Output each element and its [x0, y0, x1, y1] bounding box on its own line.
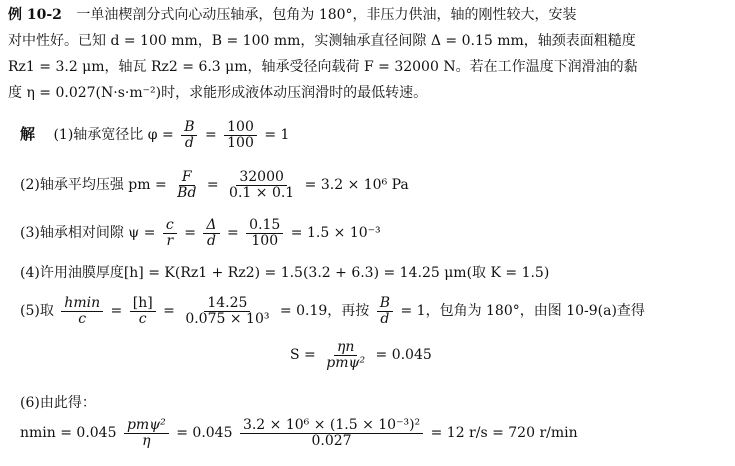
fraction: $\frac{\text{3.2 × 10⁶ × (1.5 × 10⁻³)²}}{0.027}$	[240, 418, 423, 448]
fraction: $\frac{32000}{0.1 \times 0.1}$	[229, 169, 295, 201]
fraction: $\frac{\Delta}{d}$	[203, 218, 219, 248]
fraction: $\frac{c}{r}$	[163, 218, 177, 248]
solution-step-5-s-value: S = $\frac{\eta n}{\text{pmψ²}}$ = 0.045	[290, 339, 432, 371]
solution-step-6-formula: nmin = 0.045 $\frac{\text{pmψ²}}{\eta}$ = 0.045 $\frac{\text{3.2 × 10⁶ × (1.5 × 10⁻³)²}}{0.027}$ = 12 r/s = 720 r/min	[20, 417, 578, 449]
fraction: $\frac{[h]}{c}$	[130, 296, 156, 326]
problem-line-3: Rz1 = 3.2 μm，轴瓦 Rz2 = 6.3 μm，轴承受径向载荷 F = 32000 N。若在工作温度下润滑油的黏	[8, 59, 638, 75]
solution-label: 解	[20, 125, 36, 144]
fraction: $\frac{0.15}{100}$	[246, 218, 283, 248]
solution-step-3: (3)轴承相对间隙 ψ = $\frac{c}{r}$ = $\frac{\Delta}{d}$ = $\frac{0.15}{100}$ = 1.5 × 10⁻³	[20, 217, 381, 249]
fraction: $\frac{\text{pmψ²}}{\eta}$	[124, 418, 169, 448]
problem-line-2: 对中性好。已知 d = 100 mm，B = 100 mm，实测轴承直径间隙 Δ = 0.15 mm，轴颈表面粗糙度	[8, 33, 636, 49]
solution-step-5: (5)取 $\frac{hmin}{c}$ = $\frac{[h]}{c}$ = $\frac{14.25}{\text{0.075 × 10³}}$ = 0.19，再按 $\frac{B}{d}$ = 1，包角为 180°，由图 10-9(a)查得	[20, 295, 645, 327]
fraction: $\frac{100}{100}$	[224, 120, 257, 150]
fraction: $\frac{14.25}{\text{0.075 × 10³}}$	[185, 295, 270, 327]
problem-line-4: 度 η = 0.027(N·s·m⁻²)时，求能形成液体动压润滑时的最低转速。	[8, 85, 428, 101]
problem-line-1: 例 10-2 一单油楔剖分式向心动压轴承，包角为 180°，非压力供油，轴的刚性较大，安装	[8, 7, 577, 23]
problem-label: 例 10-2	[8, 7, 62, 23]
fraction: $\frac{\eta n}{\text{pmψ²}}$	[326, 339, 366, 371]
solution-step-1: 解 (1)轴承宽径比 φ = $\frac{B}{d}$ = $\frac{100}{100}$ = 1	[20, 119, 290, 151]
fraction: $\frac{hmin}{c}$	[61, 296, 103, 326]
solution-step-2: (2)轴承平均压强 pm = $\frac{F}{Bd}$ = $\frac{32000}{0.1 \times 0.1}$ = 3.2 × 10⁶ Pa	[20, 169, 409, 201]
solution-step-6: (6)由此得：	[20, 395, 96, 411]
solution-step-4: (4)许用油膜厚度[h] = K(Rz1 + Rz2) = 1.5(3.2 + 6.3) = 14.25 μm(取 K = 1.5)	[20, 265, 550, 281]
fraction: $\frac{B}{d}$	[181, 120, 197, 150]
fraction: $\frac{B}{d}$	[377, 296, 393, 326]
fraction: $\frac{F}{Bd}$	[177, 169, 197, 201]
